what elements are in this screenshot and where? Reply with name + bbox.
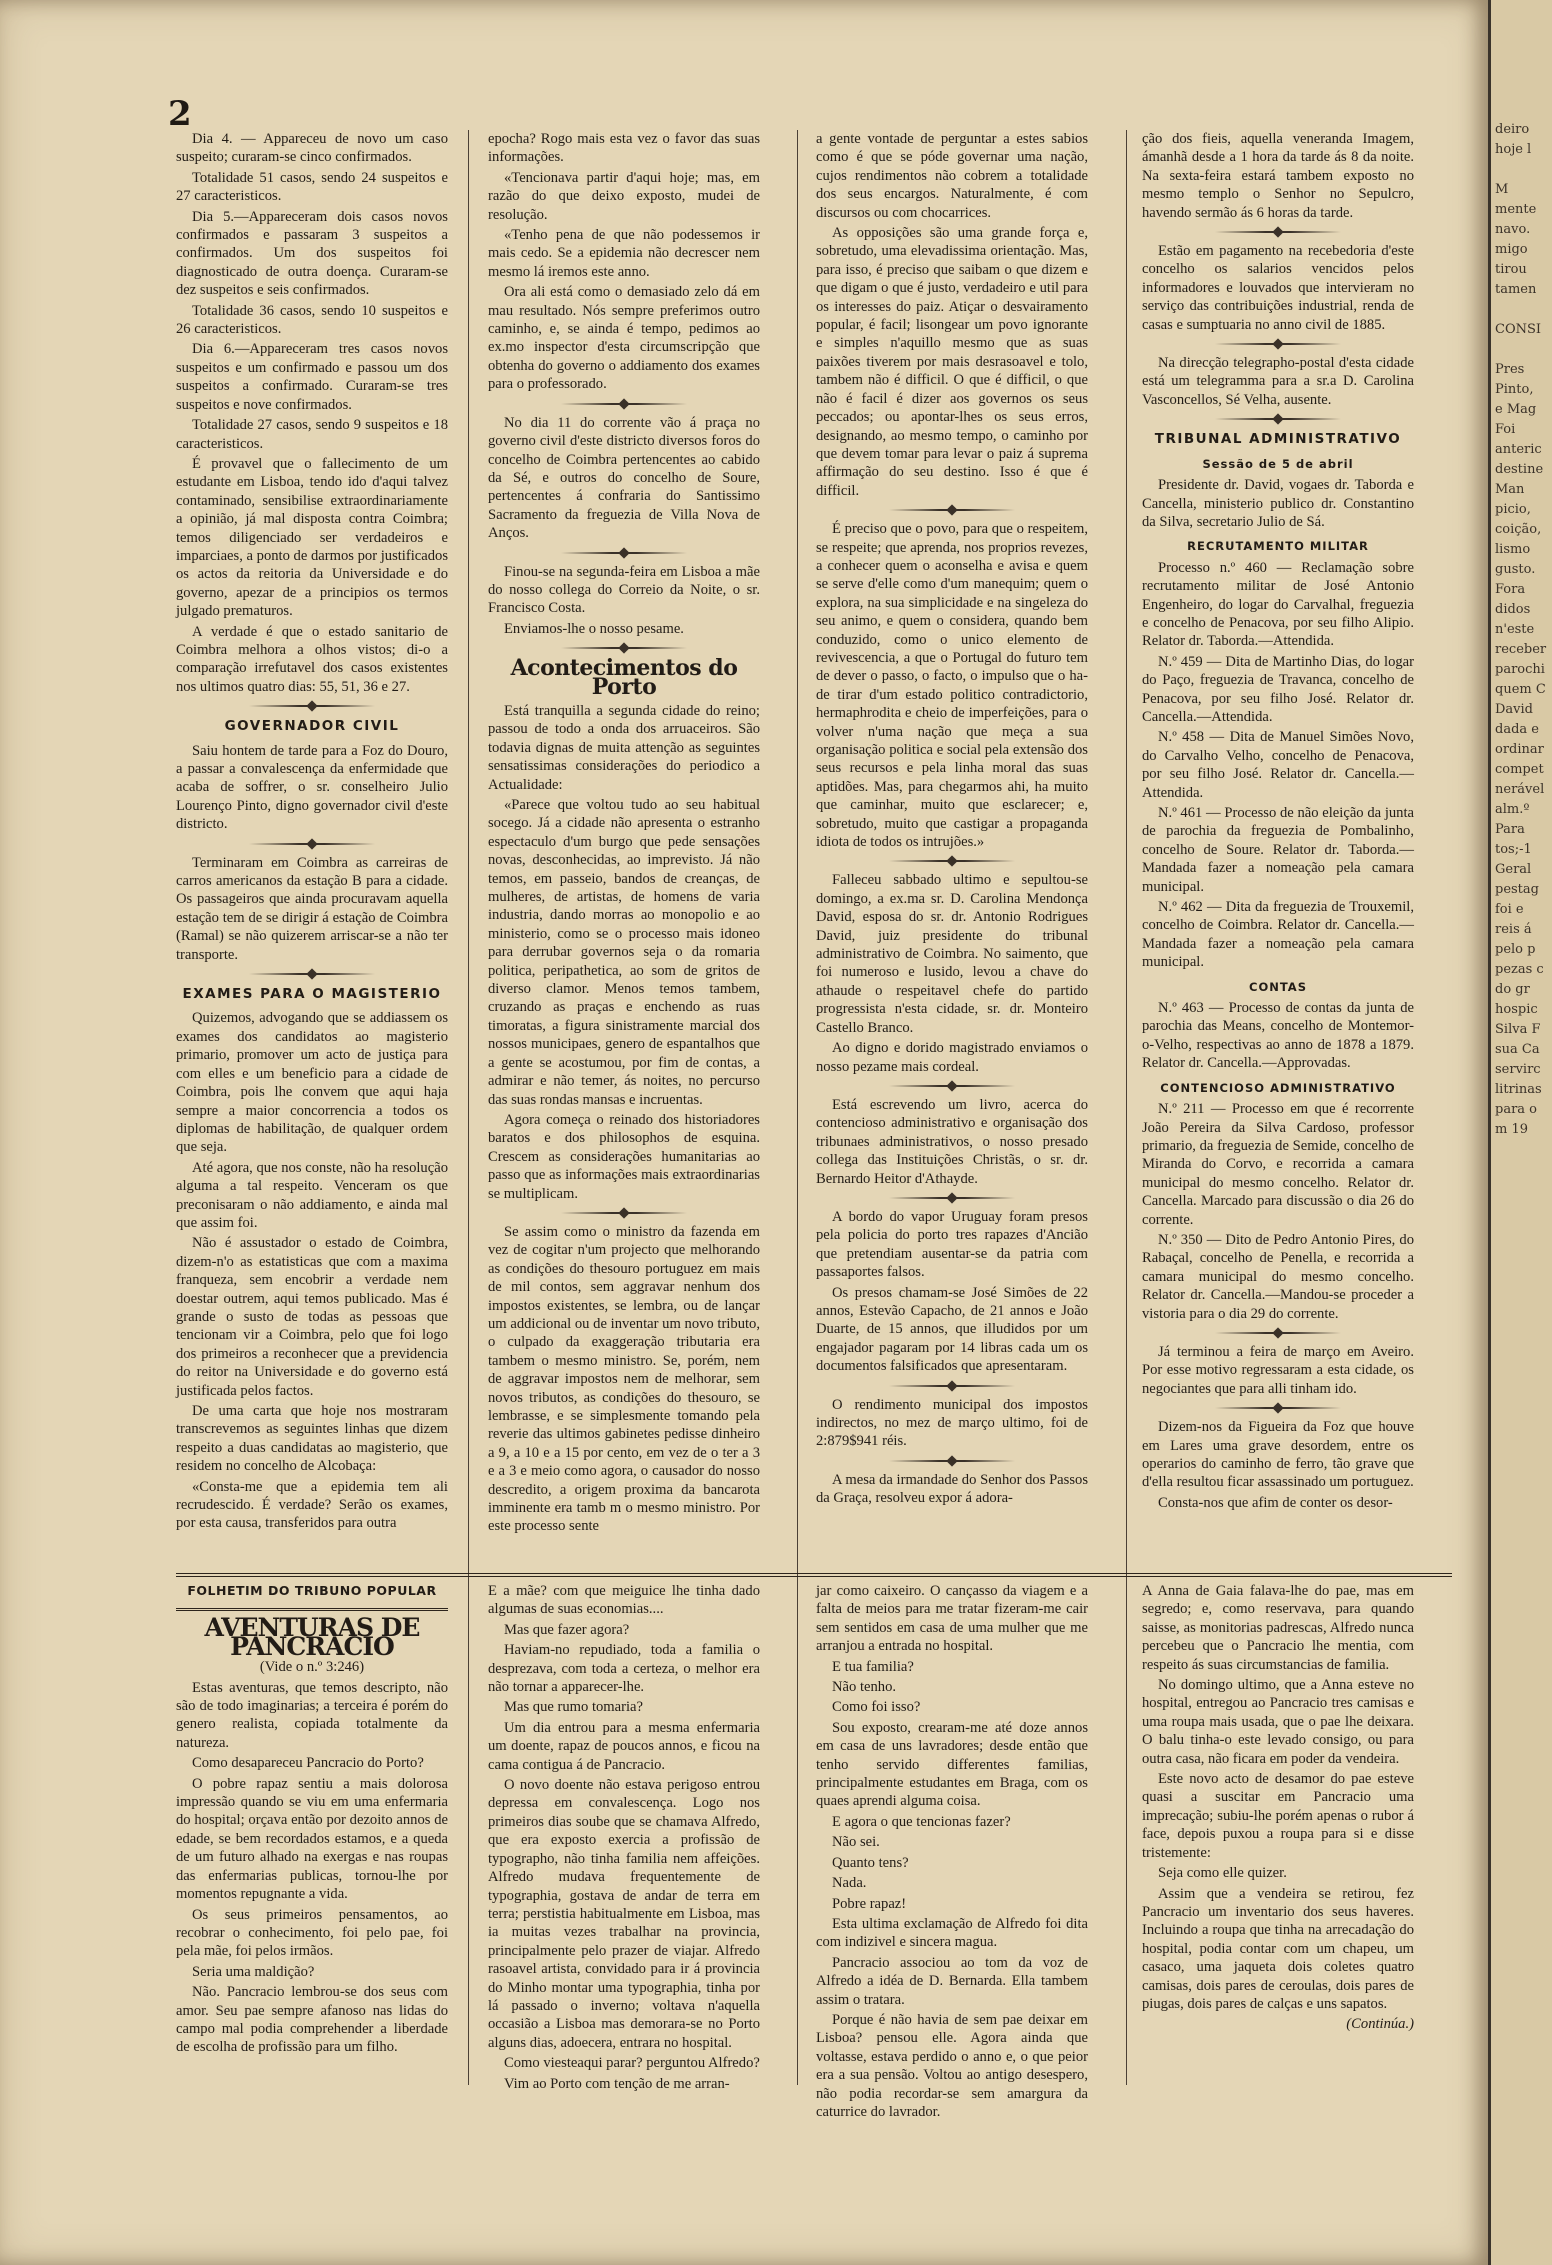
- article-paragraph: Quizemos, advogando que se addiassem os exames dos candidatos ao magisterio primario, promover um acto de justiça para com elles e um beneficio para a cidade de Coimbra, pois lhe convem que aqui haja sempre a maior concorrencia a todos os diplomas de habilitação, de qualquer ordem que seja.: [176, 1010, 448, 1156]
- article-paragraph: Finou-se na segunda-feira em Lisboa a mãe do nosso collega do Correio da Noite, o sr. Francisco Costa.: [488, 563, 760, 617]
- section-separator: [1215, 418, 1340, 420]
- article-paragraph: N.º 461 — Processo de não eleição da junta de parochia da freguezia de Pombalinho, concelho de Soure. Relator dr. Taborda.—Mandada fazer a nomeação pela camara municipal.: [1142, 805, 1414, 895]
- article-paragraph: N.º 459 — Dita de Martinho Dias, do logar do Paço, freguezia de Travanca, concelho de Penacova, por seu filho José. Relator dr. Cancella.—Attendida.: [1142, 653, 1414, 725]
- article-paragraph: Ora ali está como o demasiado zelo dá em mau resultado. Nós sempre preferimos outro caminho, e, se ainda é tempo, pedimos ao ex.mo inspector d'esta circumscripção que obtenha do governo o addiamento dos exames para o professorado.: [488, 284, 760, 393]
- folhetim-divider: [176, 1573, 1452, 1577]
- section-separator: [1215, 343, 1340, 345]
- folhetim-paragraph: Não tenho.: [832, 1679, 897, 1696]
- article-paragraph: N.º 350 — Dito de Pedro Antonio Pires, do Rabaçal, concelho de Penella, e recorrida a camara municipal do mesmo concelho. Relator dr. Cancella.—Mandou-se proceder a vistoria para o dia 29 do corrente.: [1142, 1231, 1414, 1322]
- article-paragraph: Está escrevendo um livro, acerca do contencioso administrativo e organisação dos tribunaes administrativos, o nosso presado collega das Instituições Christãs, o sr. dr. Bernardo Heitor d'Athayde.: [816, 1096, 1088, 1187]
- folhetim-paragraph: A Anna de Gaia falava-lhe do pae, mas em segredo; e, como reservava, para quando saisse, as monitorias padrescas, Alfredo nunca percebeu que o Pancracio lhe mentia, com respeito ás suas circumstancias de familia.: [1142, 1583, 1414, 1673]
- section-heading: Acontecimentos do Porto: [510, 655, 738, 700]
- section-separator: [249, 705, 374, 707]
- section-separator: [561, 552, 686, 554]
- article-paragraph: ção dos fieis, aquella veneranda Imagem, ámanhã desde a 1 hora da tarde ás 8 da noite. Na sexta-feira estará tambem exposto no mesmo templo o Senhor no Sepulcro, havendo sermão ás 6 horas da tarde.: [1142, 131, 1414, 221]
- folhetim-paragraph: Seria uma maldição?: [192, 1963, 315, 1980]
- article-paragraph: A mesa da irmandade do Senhor dos Passos da Graça, resolveu expor á adora-: [816, 1471, 1088, 1507]
- folhetim-paragraph: Estas aventuras, que temos descripto, não são de todo imaginarias; a terceira é porém do genero realista, copiada totalmente da natureza.: [176, 1679, 448, 1751]
- folhetim-paragraph: Porque é não havia de sem pae deixar em Lisboa? pensou elle. Agora ainda que voltasse, estava perdido o anno e, o que peior era a sua pensão. Voltou ao antigo desespero, não podia recordar-se sem amargura da caturrice do lavrador.: [816, 2011, 1088, 2120]
- folhetim-paragraph: E agora o que tencionas fazer?: [832, 1813, 1011, 1830]
- article-paragraph: Dia 6.—Appareceram tres casos novos suspeitos e um confirmado e passou um dos suspeitos a confirmado. Curaram-se tres suspeitos e nove confirmados.: [176, 341, 448, 413]
- section-separator: [561, 403, 686, 405]
- folhetim-subtitle: (Vide o n.º 3:246): [259, 1659, 365, 1676]
- section-separator: [1215, 231, 1340, 233]
- article-paragraph: epocha? Rogo mais esta vez o favor das suas informações.: [488, 131, 760, 166]
- article-paragraph: É provavel que o fallecimento de um estudante em Lisboa, tendo ido d'aqui talvez contaminado, sensibilise extraordinariamente a opinião, já mal disposta contra Coimbra; temos diligenciado ser verdadeiros e imparciaes, a ponto de darmos por justificados os actos da reitoria da Universidade e do governo, apezar de a principios os termos julgado prematuros.: [176, 455, 448, 620]
- article-paragraph: Até agora, que nos conste, não ha resolução alguma a tal respeito. Venceram os que preconisaram o não addiamento, e ainda mal que assim foi.: [176, 1159, 448, 1231]
- article-paragraph: Totalidade 51 casos, sendo 24 suspeitos e 27 caracteristicos.: [176, 169, 448, 205]
- article-paragraph: Estão em pagamento na recebedoria d'este concelho os salarios vencidos pelos informadores e louvados que intervieram no serviço das contribuições industrial, renda de casas e sumptuaria no anno civil de 1885.: [1142, 243, 1414, 333]
- folhetim-paragraph: Quanto tens?: [832, 1854, 909, 1871]
- folhetim-paragraph: Este novo acto de desamor do pae esteve quasi a suscitar em Pancracio uma imprecação; subiu-lhe porém apenas o rubor á face, depois puxou a roupa para si e disse tristemente:: [1142, 1771, 1414, 1861]
- section-separator: [889, 1460, 1014, 1462]
- folhetim-title: AVENTURAS DE PANCRACIO: [204, 1613, 420, 1661]
- article-paragraph: N.º 211 — Processo em que é recorrente João Pereira da Silva Cardoso, professor primario, da freguezia de Semide, concelho de Miranda do Corvo, e recorrida a camara municipal do mesmo concelho. Relator dr. Cancella. Marcado para discussão o dia 26 do corrente.: [1142, 1101, 1414, 1228]
- article-paragraph: N.º 463 — Processo de contas da junta de parochia das Means, concelho de Montemor-o-Velho, respectivas ao anno de 1878 a 1879. Relator dr. Cancella.—Approvadas.: [1142, 1000, 1414, 1072]
- column-rule: [1126, 130, 1127, 2085]
- folhetim-paragraph: E tua familia?: [832, 1658, 914, 1675]
- folhetim-body: [1142, 1582, 1414, 2013]
- folhetim-paragraph: Como foi isso?: [832, 1699, 921, 1716]
- column-rule: [797, 130, 798, 2085]
- folhetim-paragraph: Não. Pancracio lembrou-se dos seus com amor. Seu pae sempre afanoso nas lidas do campo mal podia comprehender a liberdade de escolha de profissão para um filho.: [176, 1984, 448, 2056]
- folhetim-paragraph: Vim ao Porto com tenção de me arran-: [504, 2075, 730, 2092]
- article-paragraph: Dia 4. — Appareceu de novo um caso suspeito; curaram-se cinco confirmados.: [176, 131, 448, 166]
- folhetim-label: FOLHETIM DO TRIBUNO POPULAR: [187, 1583, 437, 1598]
- folhetim-paragraph: jar como caixeiro. O cançasso da viagem e a falta de meios para me tratar fizeram-me cair sem sentidos em casa de uma mulher que me arranjou a entrada no hospital.: [816, 1583, 1088, 1655]
- article-paragraph: Consta-nos que afim de conter os desor-: [1158, 1494, 1393, 1511]
- section-separator: [561, 647, 686, 649]
- folhetim-paragraph: O pobre rapaz sentiu a mais dolorosa impressão quando se viu em uma enfermaria do hospital; orçava então por dezoito annos de edade, se bem recordados estamos, e a queda de um futuro alhado na exergas e nas roupas das enfermarias publicas, tornou-lhe por momentos repugnante a vida.: [176, 1775, 448, 1903]
- column-rule: [468, 130, 469, 2085]
- article-paragraph: Não é assustador o estado de Coimbra, dizem-n'o as estatisticas que com a maxima franqueza, sem encobrir a verdade nem doestar outrem, aqui temos publicado. Mas é grande o susto de todas as pessoas que tencionam vir a Coimbra, pelo que foi logo dos primeiros a reconhecer que a previdencia do reitor na Universidade e do governo está justificada pelos factos.: [176, 1235, 448, 1399]
- title-rule: [176, 1608, 448, 1611]
- section-separator: [249, 973, 374, 975]
- section-heading: CONTENCIOSO ADMINISTRATIVO: [1160, 1080, 1396, 1095]
- article-paragraph: «Tenho pena de que não podessemos ir mais cedo. Se a epidemia não decrescer nem mesmo lá iremos este anno.: [488, 227, 760, 280]
- article-paragraph: Está tranquilla a segunda cidade do reino; passou de todo a onda dos arruaceiros. São todavia dignas de muita attenção as seguintes sensatissimas considerações do periodico a Actualidade:: [488, 702, 760, 793]
- folhetim-column-2: [488, 1582, 760, 2092]
- article-paragraph: Se assim como o ministro da fazenda em vez de cogitar n'um projecto que melhorando as condições do thesouro portuguez em mais de mil contos, sem aggravar nenhum dos impostos existentes, se lembra, ou de lançar um addicional ou de inventar um novo tributo, o culpado da exaggeração tributaria era tambem o mesmo ministro. Se, porém, nem de aggravar impostos nem de melhorar, sem novos tributos, as condições do thesouro, se lembrasse, e se simplesmente tomando pela reverie das ultimos gabinetes pedisse dinheiro a 9, a 10 e a 15 por cento, em vez de o ter a 3 e a 3 e meio como agora, o causador do nosso descredito, a origem proxima da bancarota imminente era tamb m o mesmo ministro. Por este processo sente: [488, 1223, 760, 1535]
- article-paragraph: É preciso que o povo, para que o respeitem, se respeite; que aprenda, nos proprios revezes, a conhecer quem o aconselha e avisa e quem se serve d'elle como d'um manequim; quem o explora, na sua simplicidade e na singeleza do seu animo, e quem o considera, quando bem conduzido, como o unico elemento de revivescencia, a que o Portugal do futuro tem de dever o passo, o facto, o impulso que o ha-de tirar d'um estado politico contradictorio, hermaphrodita e cheio de imperfeições, para o volver n'uma nação que meça a sua organisação politica e social pela extensão dos seus recursos e pela linha moral das suas aptidões. Mas, para chegarmos ahi, ha muito que caminhar, muito que esclarecer; e, sobretudo, muito que castigar a propaganda idiota de todos os intrujões.»: [816, 521, 1088, 851]
- folhetim-paragraph: Como viesteaqui parar? perguntou Alfredo?: [504, 2055, 760, 2072]
- folhetim-paragraph: Os seus primeiros pensamentos, ao recobrar o conhecimento, foi pelo pae, foi pela mãe, foi pelos irmãos.: [176, 1906, 448, 1960]
- article-paragraph: a gente vontade de perguntar a estes sabios como é que se póde governar uma nação, cujos rendimentos não cobrem a totalidade dos seus encargos. Naturalmente, é com discursos ou com chocarrices.: [816, 131, 1088, 221]
- article-paragraph: Totalidade 36 casos, sendo 10 suspeitos e 26 caracteristicos.: [176, 302, 448, 338]
- folhetim-paragraph: Mas que fazer agora?: [504, 1621, 630, 1638]
- article-paragraph: Totalidade 27 casos, sendo 9 suspeitos e 18 caracteristicos.: [176, 417, 448, 452]
- section-heading: Sessão de 5 de abril: [1202, 456, 1354, 471]
- article-paragraph: As opposições são uma grande força e, sobretudo, uma elevadissima orientação. Mas, para isso, é preciso que saibam o que dizem e que digam o que é justo, verdadeiro e util para os interesses do paiz. Atiçar o desvairamento popular, é facil; lisongear um povo ignorante e simples n'aquillo mesmo que as suas paixões tiverem por mais desrasoavel e tolo, tambem não é difficil. O que é difficil, o que não é facil é dizer aos governos os seus peccados; ou apontar-lhes os seus erros, designando, ao mesmo tempo, o caminho por que devem tomar para levar o paiz á suprema affirmação do seu destino. Isso é que é difficil.: [816, 225, 1088, 499]
- section-separator: [1215, 1332, 1340, 1334]
- article-paragraph: «Parece que voltou tudo ao seu habitual socego. Já a cidade não apresenta o estranho espectaculo d'um burgo que pede sensações novas, desconhecidas, ao imprevisto. Já não temos, em passeio, bandos de creanças, de mulheres, de artistas, de homens de varia industria, dando morras ao monopolio e ao ministerio, como se o processo mais idoneo para derrubar governos seja o da romaria politica, peripathetica, ao som de gritos de diverso clamor. Menos temos tambem, cruzando as praças e enchendo as ruas timoratas, a figura sinistramente marcial dos nossos municipaes, genero de espantalhos que a gente se acostumou, por fim de contas, a admirar e não temer, ás noites, no percurso das suas rondas mansas e incruentas.: [488, 797, 760, 1108]
- article-paragraph: Dia 5.—Appareceram dois casos novos confirmados e passaram 3 suspeitos a confirmados. Um dos suspeitos foi diagnosticado de outra doença. Curaram-se dez suspeitos e seis confirmados.: [176, 208, 448, 299]
- folhetim-column-4: [1142, 1582, 1414, 2082]
- folhetim-paragraph: No domingo ultimo, que a Anna esteve no hospital, entregou ao Pancracio tres camisas e uma roupa mais usada, que o pae lhe deixara. O balu tinha-o este levado consigo, ou para outra casa, não ficara em poder da vendeira.: [1142, 1677, 1414, 1767]
- article-paragraph: A verdade é que o estado sanitario de Coimbra melhora a olhos vistos; di-o a comparação irrefutavel dos casos existentes nos ultimos quatro dias: 55, 51, 36 e 27.: [176, 623, 448, 695]
- adjacent-page-edge: [1488, 0, 1552, 2265]
- article-paragraph: Ao digno e dorido magistrado enviamos o nosso pezame mais cordeal.: [816, 1040, 1088, 1075]
- folhetim-paragraph: Sou exposto, crearam-me até doze annos em casa de uns lavradores; desde então que tenho servido differentes familias, principalmente estudantes em Braga, com os quaes aprendi alguma coisa.: [816, 1719, 1088, 1810]
- article-paragraph: Agora começa o reinado dos historiadores baratos e dos philosophos de esquina. Crescem as considerações humanitarias ao passo que as informações mais extraordinarias se multiplicam.: [488, 1111, 760, 1202]
- section-separator: [889, 1085, 1014, 1087]
- folhetim-paragraph: Seja como elle quizer.: [1158, 1865, 1287, 1882]
- article-paragraph: Dizem-nos da Figueira da Foz que houve em Lares uma grave desordem, entre os operarios do caminho de ferro, tão grave que d'ella resultou ficar assassinado um portuguez.: [1142, 1419, 1414, 1491]
- section-separator: [889, 1385, 1014, 1387]
- article-paragraph: «Consta-me que a epidemia tem ali recrudescido. É verdade? Serão os exames, por esta causa, transferidos para outra: [176, 1478, 448, 1532]
- folhetim-paragraph: Mas que rumo tomaria?: [504, 1699, 644, 1716]
- article-paragraph: Presidente dr. David, vogaes dr. Taborda e Cancella, ministerio publico dr. Constantino da Silva, secretario Julio de Sá.: [1142, 477, 1414, 530]
- section-separator: [889, 860, 1014, 862]
- article-paragraph: Processo n.º 460 — Reclamação sobre recrutamento militar de José Antonio Engenheiro, do logar do Carvalhal, freguezia e concelho de Penacova, por seu filho Alipio. Relator dr. Taborda.—Attendida.: [1142, 559, 1414, 650]
- article-paragraph: Terminaram em Coimbra as carreiras de carros americanos da estação B para a cidade. Os passageiros que ainda procuravam aquella estação tem de se dirigir á estação de Coimbra (Ramal) se não quizerem arriscar-se a não ter transporte.: [176, 854, 448, 963]
- folhetim-paragraph: E a mãe? com que meiguice lhe tinha dado algumas de suas economias....: [488, 1583, 760, 1618]
- article-paragraph: Já terminou a feira de março em Aveiro. Por esse motivo regressaram a esta cidade, os negociantes que para alli tinham ido.: [1142, 1343, 1414, 1397]
- article-paragraph: O rendimento municipal dos impostos indirectos, no mez de março ultimo, foi de 2:879$941 réis.: [816, 1396, 1088, 1450]
- folhetim-paragraph: O novo doente não estava perigoso entrou depressa em convalescença. Logo nos primeiros dias soube que se chamava Alfredo, que era exposto exercia a profissão de typographo, não tinha familia nem affeições. Alfredo mudava frequentemente de typographia, gostava de andar de terra em terra; perstistia habitualmente em Lisboa, mas ia muitas vezes trabalhar na provincia, principalmente pelo prazer de viajar. Alfredo rasoavel artista, convidado para ir á provincia do Minho montar uma typographia, tinha por lá passado o inverno; voltava n'aquella occasião a Lisboa mas demorara-se no Porto alguns dias, adoecera, entrara no hospital.: [488, 1777, 760, 2051]
- article-paragraph: No dia 11 do corrente vão á praça no governo civil d'este districto diversos foros do concelho de Coimbra pertencentes ao cabido da Sé, e outros do concelho de Soure, pertencentes á confraria do Santissimo Sacramento da freguezia de Villa Nova de Anços.: [488, 414, 760, 542]
- folhetim-column-3: [816, 1582, 1088, 2120]
- folhetim-paragraph: Pancracio associou ao tom da voz de Alfredo a idéa de D. Bernarda. Ella tambem assim o tratara.: [816, 1954, 1088, 2008]
- continua-note: (Continúa.): [1346, 2016, 1414, 2033]
- article-paragraph: N.º 458 — Dita de Manuel Simões Novo, do Carvalho Velho, concelho de Penacova, por seu filho José. Relator dr. Cancella.—Attendida.: [1142, 729, 1414, 801]
- adjacent-page-text: deiro hoje l M mente navo. migo tirou tamen CONSI Pres Pinto, e Mag Foi anteric destine Man picio, coição, lismo gusto. Fora didos n'este receber parochi quem C David dada e ordinar compet nerável alm.º Para tos;-1 Geral pestag foi e reis á pelo p pezas c do gr hospic Silva F sua Ca servirc litrinas para o m 19: [1495, 122, 1547, 1137]
- article-paragraph: Enviamos-lhe o nosso pesame.: [504, 620, 684, 637]
- folhetim-body: [816, 1582, 1088, 2121]
- folhetim-paragraph: Um dia entrou para a mesma enfermaria um doente, rapaz de poucos annos, e ficou na cama contigua á de Pancracio.: [488, 1719, 760, 1773]
- section-heading: GOVERNADOR CIVIL: [224, 718, 400, 735]
- page-number: 2: [168, 94, 192, 134]
- section-separator: [561, 1212, 686, 1214]
- article-paragraph: Falleceu sabbado ultimo e sepultou-se domingo, a ex.ma sr. D. Carolina Mendonça David, esposa do sr. dr. Antonio Rodrigues David, juiz presidente do tribunal administrativo de Coimbra. No saimento, que foi numeroso e lusido, levou a chave do athaude o respeitavel chefe do partido progressista n'esta cidade, sr. dr. Monteiro Castello Branco.: [816, 872, 1088, 1036]
- article-paragraph: Saiu hontem de tarde para a Foz do Douro, a passar a convalescença da enfermidade que acaba de soffrer, o sr. conselheiro Julio Lourenço Pinto, digno governador civil d'este districto.: [176, 742, 448, 833]
- folhetim-paragraph: Pobre rapaz!: [832, 1895, 907, 1912]
- folhetim-paragraph: Haviam-no repudiado, toda a familia o desprezava, com toda a certeza, o melhor era não tornar a apparecer-lhe.: [488, 1642, 760, 1696]
- folhetim-paragraph: Não sei.: [832, 1834, 880, 1851]
- section-separator: [1215, 1407, 1340, 1409]
- folhetim-paragraph: Nada.: [832, 1875, 867, 1892]
- section-separator: [889, 509, 1014, 511]
- folhetim-paragraph: Assim que a vendeira se retirou, fez Pancracio um inventario dos seus haveres. Incluindo a roupa que tinha na arrecadação do hospital, podia contar com um chapeu, um casaco, uma jaqueta dois coletes quatro camisas, dois pares de ceroulas, dois pares de piugas, dois pares de calças e uns sapatos.: [1142, 1885, 1414, 2012]
- folhetim-body: [488, 1582, 760, 2093]
- section-heading: RECRUTAMENTO MILITAR: [1187, 539, 1369, 554]
- section-heading: EXAMES PARA O MAGISTERIO: [182, 986, 442, 1003]
- article-paragraph: N.º 462 — Dita da freguezia de Trouxemil, concelho de Coimbra. Relator dr. Cancella.—Mandada fazer a nomeação pela camara municipal.: [1142, 899, 1414, 971]
- folhetim-paragraph: Esta ultima exclamação de Alfredo foi dita com indizivel e sincera magua.: [816, 1915, 1088, 1951]
- article-paragraph: «Tencionava partir d'aqui hoje; mas, em razão do que deixo exposto, mudei de resolução.: [488, 169, 760, 223]
- folhetim-column-1: [176, 1578, 448, 2078]
- folhetim-paragraph: Como desapareceu Pancracio do Porto?: [192, 1755, 424, 1772]
- section-heading: TRIBUNAL ADMINISTRATIVO: [1154, 431, 1402, 448]
- article-paragraph: Os presos chamam-se José Simões de 22 annos, Estevão Capacho, de 21 annos e João Duarte, de 15 annos, que illudidos por um engajador pagaram por 14 libras cada um os documentos falsificados que apresentaram.: [816, 1284, 1088, 1375]
- folhetim-body: [176, 1679, 448, 2057]
- article-paragraph: De uma carta que hoje nos mostraram transcrevemos as seguintes linhas que dizem respeito a duas candidatas ao magisterio, que residem no concelho de Alcobaça:: [176, 1403, 448, 1475]
- section-heading: CONTAS: [1249, 979, 1307, 994]
- article-paragraph: A bordo do vapor Uruguay foram presos pela policia do porto tres rapazes d'Ancião que pretendiam ausentar-se da patria com passaportes falsos.: [816, 1208, 1088, 1281]
- article-paragraph: Na direcção telegrapho-postal d'esta cidade está um telegramma para a sr.a D. Carolina Vasconcellos, Sé Velha, ausente.: [1142, 355, 1414, 408]
- section-separator: [889, 1197, 1014, 1199]
- section-separator: [249, 843, 374, 845]
